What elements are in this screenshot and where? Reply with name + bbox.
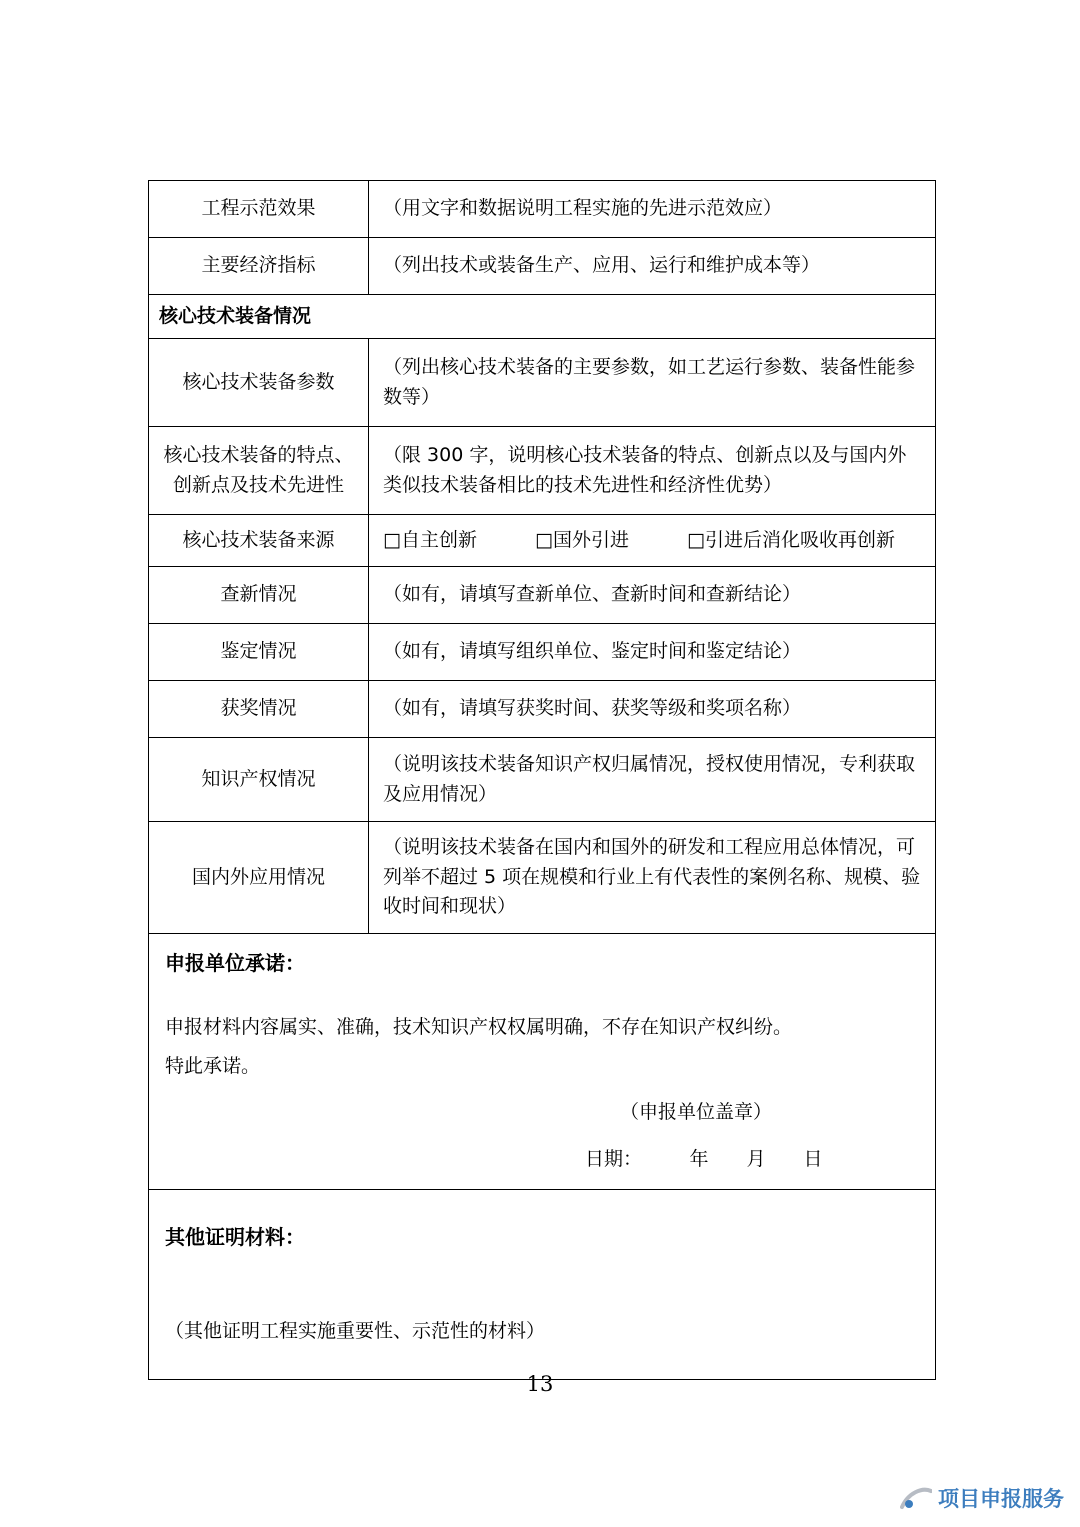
other-materials-row	[149, 1189, 936, 1379]
table-row	[149, 567, 936, 624]
row-content: （如有，请填写获奖时间、获奖等级和奖项名称）	[369, 681, 936, 738]
checkbox-option-digest-reinnovation[interactable]: □引进后消化吸收再创新	[687, 528, 895, 551]
row-content: （说明该技术装备在国内和国外的研发和工程应用总体情况，可列举不超过 5 项在规模和行业上有代表性的案例名称、规模、验收时间和现状）	[369, 822, 936, 934]
brand-name: 项目申报服务	[938, 1487, 1064, 1511]
commitment-text-line1: 申报材料内容属实、准确，技术知识产权权属明确，不存在知识产权纠纷。	[165, 1016, 793, 1038]
row-label: 工程示范效果	[149, 181, 369, 238]
row-content: （列出核心技术装备的主要参数，如工艺运行参数、装备性能参数等）	[369, 339, 936, 427]
commitment-text-line2: 特此承诺。	[165, 1055, 261, 1078]
row-label: 获奖情况	[149, 681, 369, 738]
row-content: （用文字和数据说明工程实施的先进示范效应）	[369, 181, 936, 238]
other-materials-title: 其他证明材料：	[165, 1225, 305, 1250]
row-label: 国内外应用情况	[149, 822, 369, 934]
brand-logo	[900, 1483, 1064, 1513]
table-section-row	[149, 295, 936, 339]
application-form-table	[148, 180, 936, 1380]
page-number: 13	[526, 1372, 554, 1396]
row-label: 查新情况	[149, 567, 369, 624]
table-row	[149, 681, 936, 738]
other-materials-content: （其他证明工程实施重要性、示范性的材料）	[165, 1320, 546, 1343]
commitment-title: 申报单位承诺：	[165, 951, 305, 975]
table-row	[149, 339, 936, 427]
row-label: 核心技术装备来源	[149, 515, 369, 567]
table-row	[149, 738, 936, 822]
row-label: 核心技术装备的特点、创新点及技术先进性	[149, 427, 369, 515]
brand-swoosh-icon	[900, 1483, 932, 1513]
row-content-options	[369, 515, 936, 567]
commitment-stamp-label: （申报单位盖章）	[620, 1100, 773, 1123]
table-row-source-options	[149, 515, 936, 567]
form-page	[148, 180, 936, 1380]
table-row	[149, 822, 936, 934]
section-header: 核心技术装备情况	[149, 295, 936, 339]
table-row	[149, 181, 936, 238]
row-label: 鉴定情况	[149, 624, 369, 681]
row-content: （限 300 字，说明核心技术装备的特点、创新点以及与国内外类似技术装备相比的技术先进性和经济性优势）	[369, 427, 936, 515]
row-content: （说明该技术装备知识产权归属情况，授权使用情况，专利获取及应用情况）	[369, 738, 936, 822]
checkbox-option-self-innovation[interactable]: □自主创新	[383, 528, 477, 551]
row-content: （列出技术或装备生产、应用、运行和维护成本等）	[369, 238, 936, 295]
commitment-row	[149, 934, 936, 1190]
checkbox-option-foreign-import[interactable]: □国外引进	[535, 528, 629, 551]
table-row	[149, 238, 936, 295]
commitment-block	[149, 934, 936, 1190]
other-materials-block	[149, 1189, 936, 1379]
row-label: 知识产权情况	[149, 738, 369, 822]
row-content: （如有，请填写组织单位、鉴定时间和鉴定结论）	[369, 624, 936, 681]
row-label: 核心技术装备参数	[149, 339, 369, 427]
table-row	[149, 427, 936, 515]
commitment-date-line: 日期： 年 月 日	[585, 1148, 823, 1171]
row-label: 主要经济指标	[149, 238, 369, 295]
table-row	[149, 624, 936, 681]
row-content: （如有，请填写查新单位、查新时间和查新结论）	[369, 567, 936, 624]
